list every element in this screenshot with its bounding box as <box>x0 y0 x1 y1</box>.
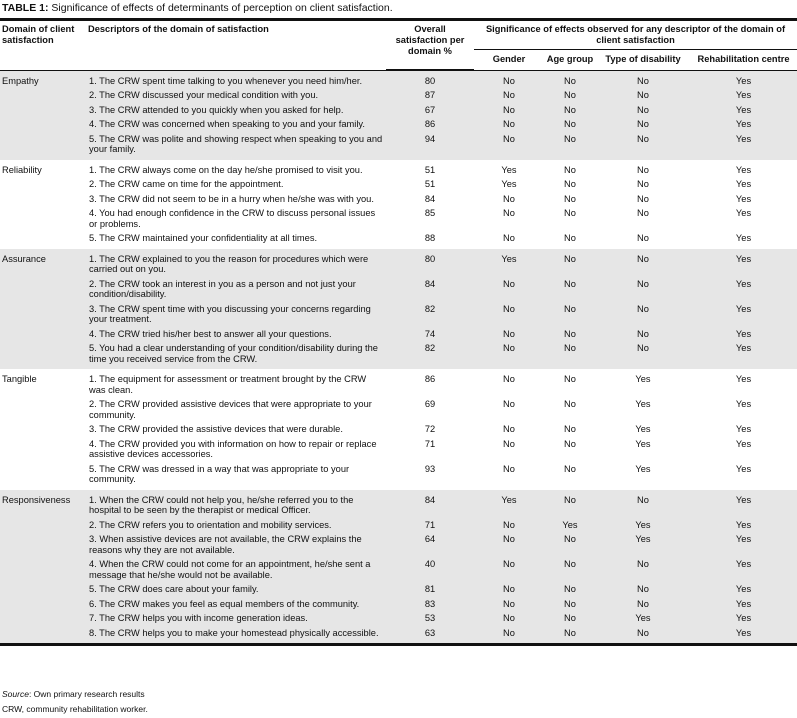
descriptor-cell: 3. The CRW did not seem to be in a hurry when he/she was with you. <box>89 193 374 204</box>
domain-group-assurance <box>0 249 797 370</box>
table-row <box>0 231 797 249</box>
descriptor-cell: 5. The CRW was polite and showing respect when speaking to you and your family. <box>86 132 386 160</box>
age-group-cell: No <box>564 193 576 204</box>
table-row <box>0 462 797 490</box>
overall-satisfaction-cell: 86 <box>424 374 436 384</box>
gender-cell: No <box>474 70 544 88</box>
age-group-cell: No <box>564 463 576 474</box>
rehabilitation-centre-cell: Yes <box>690 327 797 342</box>
rehabilitation-centre-cell: Yes <box>690 597 797 612</box>
gender-cell: Yes <box>474 490 544 518</box>
gender-cell: No <box>474 277 544 302</box>
table-row <box>0 177 797 192</box>
domain-cell: Tangible <box>2 374 37 384</box>
age-group-cell: No <box>544 532 596 557</box>
rehabilitation-centre-cell: Yes <box>690 88 797 103</box>
descriptor-cell: 3. The CRW attended to you quickly when you asked for help. <box>86 103 386 118</box>
overall-satisfaction-cell: 69 <box>424 399 436 409</box>
gender-cell: No <box>474 341 544 369</box>
source-note <box>2 689 145 699</box>
gender-cell: Yes <box>474 249 544 277</box>
table-row <box>0 341 797 369</box>
overall-satisfaction-cell: 82 <box>386 302 474 327</box>
overall-satisfaction-cell: 51 <box>424 179 436 189</box>
rehabilitation-centre-cell: Yes <box>735 399 752 409</box>
table-row <box>0 582 797 597</box>
descriptor-cell: 5. The CRW maintained your confidentiality at all times. <box>89 233 318 243</box>
gender-cell: No <box>503 424 515 434</box>
table-row <box>0 70 797 88</box>
descriptor-cell: 4. The CRW tried his/her best to answer all your questions. <box>86 327 386 342</box>
table-row <box>0 626 797 645</box>
age-group-cell: No <box>544 302 596 327</box>
header-type-of-disability: Type of disability <box>596 50 690 70</box>
gender-cell: No <box>503 233 515 243</box>
gender-cell: No <box>474 117 544 132</box>
domain-cell-empty <box>0 341 86 369</box>
overall-satisfaction-cell: 67 <box>386 103 474 118</box>
table-row <box>0 206 797 231</box>
domain-cell-empty <box>0 597 86 612</box>
rehabilitation-centre-cell: Yes <box>690 302 797 327</box>
rehabilitation-centre-cell: Yes <box>735 233 752 243</box>
overall-satisfaction-cell: 86 <box>386 117 474 132</box>
gender-cell: Yes <box>501 179 517 189</box>
rehabilitation-centre-cell: Yes <box>735 438 752 449</box>
descriptor-cell: 4. The CRW was concerned when speaking to you and your family. <box>86 117 386 132</box>
age-group-cell: No <box>544 277 596 302</box>
type-of-disability-cell: No <box>596 327 690 342</box>
table-caption <box>2 2 393 14</box>
domain-cell: Empathy <box>0 70 86 88</box>
type-of-disability-cell: No <box>596 132 690 160</box>
gender-cell: No <box>474 103 544 118</box>
descriptor-cell: 8. The CRW helps you to make your homestead physically accessible. <box>86 626 386 645</box>
rehabilitation-centre-cell: Yes <box>735 208 752 218</box>
table-row <box>0 611 797 626</box>
descriptor-cell: 5. The CRW was dressed in a way that was appropriate to your community. <box>89 463 350 484</box>
type-of-disability-cell: No <box>596 88 690 103</box>
domain-cell-empty <box>0 327 86 342</box>
rehabilitation-centre-cell: Yes <box>690 277 797 302</box>
descriptor-cell: 1. When the CRW could not help you, he/she referred you to the hospital to be seen by the therapist or medical Officer. <box>86 490 386 518</box>
table-row <box>0 518 797 533</box>
age-group-cell: No <box>544 103 596 118</box>
age-group-cell: No <box>544 557 596 582</box>
table-row <box>0 88 797 103</box>
table-row <box>0 160 797 178</box>
domain-cell-empty <box>0 397 86 422</box>
header-gender: Gender <box>474 50 544 70</box>
domain-cell-empty <box>0 557 86 582</box>
type-of-disability-cell: No <box>596 117 690 132</box>
overall-satisfaction-cell: 85 <box>424 208 436 218</box>
domain-cell-empty <box>0 422 86 437</box>
overall-satisfaction-cell: 88 <box>424 233 436 243</box>
domain-group-reliability <box>0 160 797 249</box>
descriptor-cell: 1. The CRW always come on the day he/she promised to visit you. <box>89 164 363 175</box>
rehabilitation-centre-cell: Yes <box>690 103 797 118</box>
rehabilitation-centre-cell: Yes <box>690 249 797 277</box>
type-of-disability-cell: No <box>637 179 649 189</box>
header-age-group: Age group <box>544 50 596 70</box>
descriptor-cell: 2. The CRW discussed your medical condition with you. <box>86 88 386 103</box>
table-row <box>0 192 797 207</box>
gender-cell: No <box>474 532 544 557</box>
overall-satisfaction-cell: 80 <box>386 70 474 88</box>
table-row <box>0 103 797 118</box>
domain-cell-empty <box>0 117 86 132</box>
rehabilitation-centre-cell: Yes <box>690 626 797 645</box>
type-of-disability-cell: No <box>596 582 690 597</box>
overall-satisfaction-cell: 51 <box>424 164 436 175</box>
overall-satisfaction-cell: 83 <box>386 597 474 612</box>
type-of-disability-cell: Yes <box>635 424 651 434</box>
age-group-cell: No <box>544 70 596 88</box>
type-of-disability-cell: Yes <box>596 611 690 626</box>
age-group-cell: No <box>544 582 596 597</box>
descriptor-cell: 1. The CRW explained to you the reason for procedures which were carried out on you. <box>86 249 386 277</box>
gender-cell: No <box>474 611 544 626</box>
type-of-disability-cell: No <box>596 597 690 612</box>
table-row <box>0 327 797 342</box>
table-row <box>0 422 797 437</box>
age-group-cell: Yes <box>544 518 596 533</box>
descriptor-cell: 3. When assistive devices are not available, the CRW explains the reasons why they are not available. <box>86 532 386 557</box>
rehabilitation-centre-cell: Yes <box>690 518 797 533</box>
header-overall: Overall satisfaction per domain % <box>386 20 474 70</box>
type-of-disability-cell: Yes <box>596 518 690 533</box>
gender-cell: No <box>474 132 544 160</box>
overall-satisfaction-cell: 71 <box>386 518 474 533</box>
domain-cell-empty <box>0 582 86 597</box>
age-group-cell: No <box>544 327 596 342</box>
table-row <box>0 302 797 327</box>
descriptor-cell: 5. The CRW does care about your family. <box>86 582 386 597</box>
header-significance: Significance of effects observed for any descriptor of the domain of client satisfaction <box>485 24 786 45</box>
age-group-cell: No <box>544 132 596 160</box>
age-group-cell: No <box>544 341 596 369</box>
age-group-cell: No <box>564 164 576 175</box>
age-group-cell: No <box>544 249 596 277</box>
caption-label: TABLE 1: <box>2 2 49 14</box>
header-rehabilitation-centre: Rehabilitation centre <box>690 50 797 70</box>
table-row <box>0 369 797 397</box>
type-of-disability-cell: Yes <box>596 532 690 557</box>
table-row <box>0 490 797 518</box>
rehabilitation-centre-cell: Yes <box>735 164 752 175</box>
descriptor-cell: 2. The CRW came on time for the appointment. <box>89 179 284 189</box>
type-of-disability-cell: Yes <box>635 399 651 409</box>
rehabilitation-centre-cell: Yes <box>735 193 752 204</box>
type-of-disability-cell: No <box>596 302 690 327</box>
rehabilitation-centre-cell: Yes <box>735 463 752 474</box>
age-group-cell: No <box>544 597 596 612</box>
caption-text: Significance of effects of determinants of perception on client satisfaction. <box>48 2 393 14</box>
table-row <box>0 277 797 302</box>
type-of-disability-cell: No <box>596 249 690 277</box>
descriptor-cell: 4. When the CRW could not come for an appointment, he/she sent a message that he/she would not be available. <box>86 557 386 582</box>
type-of-disability-cell: No <box>637 164 649 175</box>
age-group-cell: No <box>544 117 596 132</box>
table-row <box>0 249 797 277</box>
gender-cell: No <box>474 626 544 645</box>
domain-cell-empty <box>0 611 86 626</box>
table-row <box>0 557 797 582</box>
age-group-cell: No <box>564 208 576 218</box>
gender-cell: Yes <box>501 164 517 175</box>
type-of-disability-cell: No <box>596 341 690 369</box>
header-domain: Domain of client satisfaction <box>2 24 75 45</box>
type-of-disability-cell: Yes <box>635 374 651 384</box>
gender-cell: No <box>474 518 544 533</box>
type-of-disability-cell: No <box>596 70 690 88</box>
rehabilitation-centre-cell: Yes <box>690 117 797 132</box>
age-group-cell: No <box>544 88 596 103</box>
descriptor-cell: 1. The CRW spent time talking to you whenever you need him/her. <box>86 70 386 88</box>
age-group-cell: No <box>564 374 576 384</box>
gender-cell: No <box>474 557 544 582</box>
descriptor-cell: 3. The CRW provided the assistive devices that were durable. <box>89 424 343 434</box>
descriptor-cell: 1. The equipment for assessment or treatment brought by the CRW was clean. <box>89 374 367 395</box>
type-of-disability-cell: No <box>596 557 690 582</box>
rehabilitation-centre-cell: Yes <box>690 582 797 597</box>
table-row <box>0 132 797 160</box>
age-group-cell: No <box>544 611 596 626</box>
rehabilitation-centre-cell: Yes <box>735 374 752 384</box>
type-of-disability-cell: No <box>596 626 690 645</box>
domain-cell-empty <box>0 132 86 160</box>
rehabilitation-centre-cell: Yes <box>735 179 752 189</box>
overall-satisfaction-cell: 40 <box>386 557 474 582</box>
source-text: : Own primary research results <box>28 689 145 699</box>
header-descriptors: Descriptors of the domain of satisfaction <box>88 24 269 34</box>
overall-satisfaction-cell: 87 <box>386 88 474 103</box>
overall-satisfaction-cell: 82 <box>386 341 474 369</box>
source-label: Source <box>2 689 29 699</box>
domain-group-empathy <box>0 70 797 160</box>
age-group-cell: No <box>564 399 576 409</box>
age-group-cell: No <box>564 179 576 189</box>
domain-cell-empty <box>0 103 86 118</box>
domain-cell-empty <box>0 231 86 249</box>
overall-satisfaction-cell: 63 <box>386 626 474 645</box>
overall-satisfaction-cell: 53 <box>386 611 474 626</box>
domain-cell-empty <box>0 206 86 231</box>
overall-satisfaction-cell: 64 <box>386 532 474 557</box>
descriptor-cell: 5. You had a clear understanding of your condition/disability during the time you received service from the CRW. <box>86 341 386 369</box>
gender-cell: No <box>474 88 544 103</box>
overall-satisfaction-cell: 81 <box>386 582 474 597</box>
descriptor-cell: 2. The CRW took an interest in you as a person and not just your condition/disability. <box>86 277 386 302</box>
gender-cell: No <box>474 302 544 327</box>
domain-cell-empty <box>0 277 86 302</box>
overall-satisfaction-cell: 74 <box>386 327 474 342</box>
satisfaction-table <box>0 18 797 646</box>
age-group-cell: No <box>564 438 576 449</box>
domain-cell-empty <box>0 626 86 645</box>
rehabilitation-centre-cell: Yes <box>735 424 752 434</box>
domain-cell-empty <box>0 302 86 327</box>
domain-group-tangible <box>0 369 797 490</box>
type-of-disability-cell: No <box>637 233 649 243</box>
overall-satisfaction-cell: 84 <box>386 277 474 302</box>
table-row <box>0 117 797 132</box>
type-of-disability-cell: Yes <box>635 463 651 474</box>
type-of-disability-cell: No <box>596 103 690 118</box>
domain-cell: Assurance <box>0 249 86 277</box>
overall-satisfaction-cell: 80 <box>386 249 474 277</box>
age-group-cell: No <box>564 424 576 434</box>
overall-satisfaction-cell: 94 <box>386 132 474 160</box>
age-group-cell: No <box>564 233 576 243</box>
rehabilitation-centre-cell: Yes <box>690 532 797 557</box>
domain-cell: Reliability <box>2 164 42 175</box>
domain-cell-empty <box>0 532 86 557</box>
rehabilitation-centre-cell: Yes <box>690 341 797 369</box>
domain-cell: Responsiveness <box>0 490 86 518</box>
type-of-disability-cell: Yes <box>635 438 651 449</box>
age-group-cell: No <box>544 490 596 518</box>
domain-cell-empty <box>0 192 86 207</box>
domain-cell-empty <box>0 177 86 192</box>
table-row <box>0 532 797 557</box>
overall-satisfaction-cell: 84 <box>386 490 474 518</box>
type-of-disability-cell: No <box>596 490 690 518</box>
domain-group-responsiveness <box>0 490 797 645</box>
domain-cell-empty <box>0 462 86 490</box>
overall-satisfaction-cell: 93 <box>424 463 436 474</box>
domain-cell-empty <box>0 437 86 462</box>
gender-cell: No <box>474 582 544 597</box>
overall-satisfaction-cell: 84 <box>424 193 436 204</box>
domain-cell-empty <box>0 88 86 103</box>
type-of-disability-cell: No <box>637 208 649 218</box>
rehabilitation-centre-cell: Yes <box>690 490 797 518</box>
gender-cell: No <box>503 374 515 384</box>
gender-cell: No <box>503 463 515 474</box>
table-row <box>0 437 797 462</box>
descriptor-cell: 2. The CRW refers you to orientation and mobility services. <box>86 518 386 533</box>
rehabilitation-centre-cell: Yes <box>690 70 797 88</box>
gender-cell: No <box>503 193 515 204</box>
domain-cell-empty <box>0 518 86 533</box>
descriptor-cell: 7. The CRW helps you with income generation ideas. <box>86 611 386 626</box>
type-of-disability-cell: No <box>596 277 690 302</box>
descriptor-cell: 2. The CRW provided assistive devices that were appropriate to your community. <box>89 399 372 420</box>
type-of-disability-cell: No <box>637 193 649 204</box>
gender-cell: No <box>503 399 515 409</box>
age-group-cell: No <box>544 626 596 645</box>
rehabilitation-centre-cell: Yes <box>690 611 797 626</box>
gender-cell: No <box>474 327 544 342</box>
descriptor-cell: 6. The CRW makes you feel as equal members of the community. <box>86 597 386 612</box>
rehabilitation-centre-cell: Yes <box>690 132 797 160</box>
gender-cell: No <box>503 438 515 449</box>
gender-cell: No <box>503 208 515 218</box>
table-row <box>0 597 797 612</box>
gender-cell: No <box>474 597 544 612</box>
descriptor-cell: 3. The CRW spent time with you discussing your concerns regarding your treatment. <box>86 302 386 327</box>
overall-satisfaction-cell: 71 <box>424 438 436 449</box>
rehabilitation-centre-cell: Yes <box>690 557 797 582</box>
descriptor-cell: 4. The CRW provided you with information on how to repair or replace assistive devices accessories. <box>89 438 377 459</box>
overall-satisfaction-cell: 72 <box>424 424 436 434</box>
abbreviation-note: CRW, community rehabilitation worker. <box>2 704 148 714</box>
descriptor-cell: 4. You had enough confidence in the CRW to discuss personal issues or problems. <box>89 208 376 229</box>
table-row <box>0 397 797 422</box>
